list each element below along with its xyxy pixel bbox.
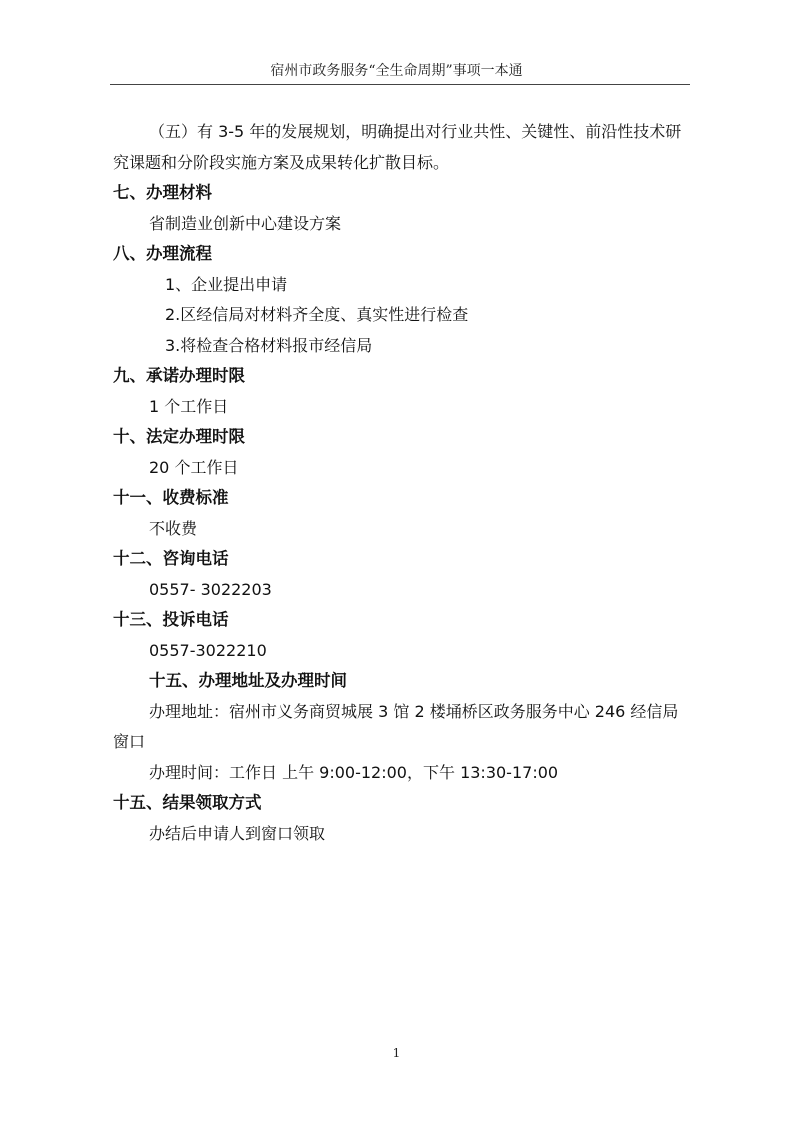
fee-text: 不收费	[149, 518, 198, 538]
consult-phone-text: 0557- 3022203	[149, 579, 272, 599]
heading-promised-time: 九、承诺办理时限	[113, 366, 245, 385]
heading-result-pickup: 十五、结果领取方式	[113, 793, 262, 812]
page-number: 1	[392, 1046, 401, 1060]
process-step-2: 2.区经信局对材料齐全度、真实性进行检查	[165, 305, 469, 324]
page-header: 宿州市政务服务“全生命周期”事项一本通	[270, 63, 523, 79]
heading-fee: 十一、收费标准	[113, 488, 229, 507]
heading-address-time: 十五、办理地址及办理时间	[149, 671, 347, 690]
heading-consult-phone: 十二、咨询电话	[113, 549, 229, 568]
header-rule	[110, 84, 690, 85]
complaint-phone-text: 0557-3022210	[149, 640, 267, 660]
heading-complaint-phone: 十三、投诉电话	[113, 610, 229, 629]
paragraph-development-plan: （五）有 3-5 年的发展规划，明确提出对行业共性、关键性、前沿性技术研究课题和分阶段实施方案及成果转化扩散目标。	[113, 122, 682, 172]
heading-legal-time: 十、法定办理时限	[113, 427, 245, 446]
office-hours-text: 办理时间：工作日 上午 9:00-12:00，下午 13:30-17:00	[149, 762, 559, 782]
process-step-3: 3.将检查合格材料报市经信局	[165, 335, 373, 355]
result-pickup-text: 办结后申请人到窗口领取	[149, 823, 326, 843]
heading-process: 八、办理流程	[113, 244, 212, 263]
process-step-1: 1、企业提出申请	[165, 274, 288, 294]
heading-materials: 七、办理材料	[113, 183, 212, 202]
promised-time-text: 1 个工作日	[149, 396, 229, 416]
document-body	[113, 117, 693, 849]
address-text: 办理地址：宿州市义务商贸城展 3 馆 2 楼埇桥区政务服务中心 246 经信局窗口	[113, 701, 679, 751]
legal-time-text: 20 个工作日	[149, 457, 239, 477]
materials-text: 省制造业创新中心建设方案	[149, 213, 342, 233]
